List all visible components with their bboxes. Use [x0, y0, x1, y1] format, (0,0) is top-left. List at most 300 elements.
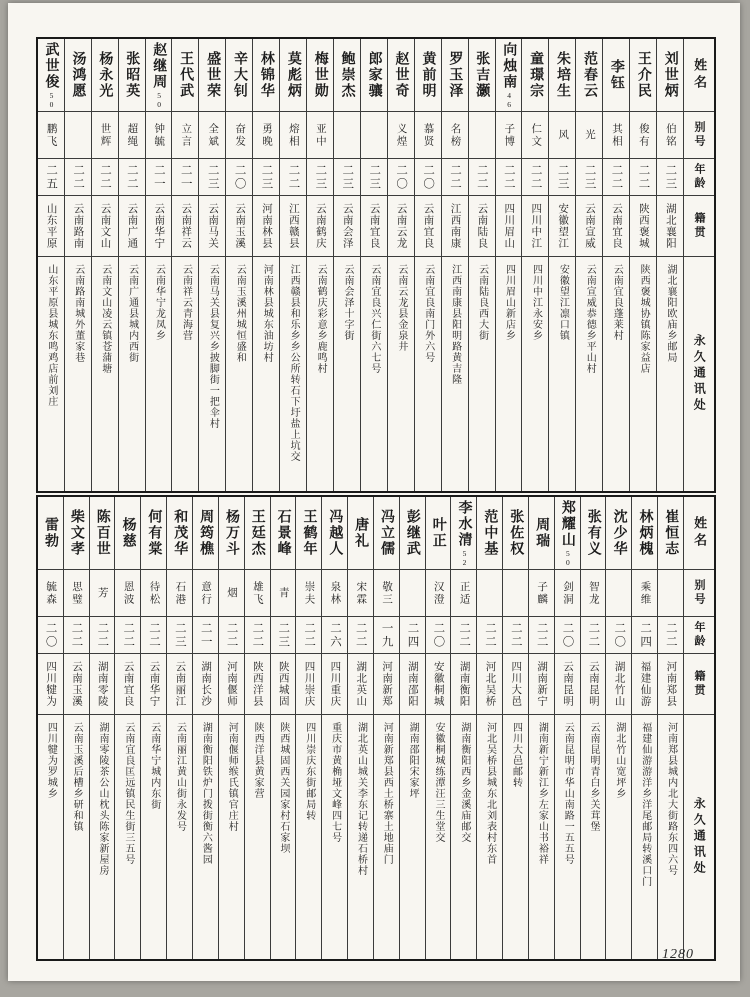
name-text: 盛世荣	[205, 50, 221, 99]
name-text: 李钰	[608, 58, 624, 91]
name-note: 52	[459, 548, 469, 567]
native-cell: 云南宣威	[576, 195, 602, 256]
native-cell: 福建仙游	[632, 653, 657, 714]
address-cell: 福建仙游游洋乡洋尾邮局转溪口门	[632, 714, 657, 959]
native-cell: 河北吴桥	[477, 653, 502, 714]
native-cell: 云南会泽	[334, 195, 360, 256]
directory-page	[8, 3, 740, 981]
native-cell: 安徽桐城	[426, 653, 451, 714]
native-cell: 陕西褒城	[630, 195, 656, 256]
address-cell: 云南昆明市华山南路一五五号	[555, 714, 580, 959]
age-cell: 二〇	[555, 616, 580, 653]
name-text: 杨慈	[120, 516, 136, 549]
entry-column	[64, 497, 90, 959]
alias-cell: 泉林	[322, 569, 347, 616]
alias-cell: 意行	[193, 569, 218, 616]
entry-column	[334, 39, 361, 491]
name-cell	[361, 39, 387, 111]
name-text: 朱培生	[555, 50, 571, 99]
header-name: 姓名	[692, 58, 708, 92]
name-cell	[307, 39, 333, 111]
age-cell: 二二	[141, 616, 166, 653]
address-cell: 河南林县城东油坊村	[253, 256, 279, 491]
address-cell: 河南郑县城内北大街路东四六号	[658, 714, 683, 959]
name-cell	[603, 39, 629, 111]
native-cell: 云南云龙	[388, 195, 414, 256]
address-cell: 四川大邑邮转	[503, 714, 528, 959]
name-text: 和茂华	[172, 508, 188, 557]
age-cell: 二〇	[226, 158, 252, 195]
name-text: 唐礼	[353, 516, 369, 549]
age-cell: 二〇	[388, 158, 414, 195]
alias-cell	[400, 569, 425, 616]
name-cell	[630, 39, 656, 111]
entry-column	[549, 39, 576, 491]
native-cell: 云南宜良	[115, 653, 140, 714]
native-cell: 河南郑县	[658, 653, 683, 714]
alias-cell: 剑洞	[555, 569, 580, 616]
entry-column	[115, 497, 141, 959]
name-note: 50	[46, 90, 56, 109]
address-cell: 云南华宁龙凤乡	[146, 256, 172, 491]
address-cell: 四川崇庆东街邮局转	[296, 714, 321, 959]
native-cell: 云南玉溪	[226, 195, 252, 256]
header-alias: 别号	[684, 569, 714, 616]
native-cell: 云南路南	[65, 195, 91, 256]
address-cell: 安徽桐城练潭汪三生堂交	[426, 714, 451, 959]
name-cell	[115, 497, 140, 569]
native-cell: 四川重庆	[322, 653, 347, 714]
alias-cell: 敬三	[374, 569, 399, 616]
address-cell: 陕西褒城协镇陈家益店	[630, 256, 656, 491]
name-cell	[119, 39, 145, 111]
age-cell: 二二	[219, 616, 244, 653]
alias-cell: 宋霖	[348, 569, 373, 616]
entry-column	[348, 497, 374, 959]
entry-column	[253, 39, 280, 491]
entry-column	[38, 39, 65, 491]
address-cell: 云南广通县城内西街	[119, 256, 145, 491]
entry-column	[658, 497, 684, 959]
name-cell	[426, 497, 451, 569]
age-cell: 二二	[496, 158, 522, 195]
name-cell	[172, 39, 198, 111]
alias-cell: 恩波	[115, 569, 140, 616]
alias-cell: 俊有	[630, 111, 656, 158]
alias-cell: 名榜	[442, 111, 468, 158]
alias-cell	[477, 569, 502, 616]
name-cell	[253, 39, 279, 111]
age-cell: 二〇	[415, 158, 441, 195]
name-text: 陈百世	[94, 508, 110, 557]
alias-cell: 芳	[90, 569, 115, 616]
name-cell	[92, 39, 118, 111]
age-cell: 二四	[632, 616, 657, 653]
name-text: 柴文孝	[68, 508, 84, 557]
entry-column	[307, 39, 334, 491]
native-cell: 河南偃师	[219, 653, 244, 714]
age-cell: 二二	[477, 616, 502, 653]
alias-cell: 鹏飞	[38, 111, 64, 158]
address-cell: 云南云龙县金泉井	[388, 256, 414, 491]
entry-column	[603, 39, 630, 491]
native-cell: 安徽望江	[549, 195, 575, 256]
address-cell: 云南鹤庆彩意乡鹿鸣村	[307, 256, 333, 491]
entry-column	[388, 39, 415, 491]
native-cell: 湖北襄阳	[657, 195, 683, 256]
name-cell	[581, 497, 606, 569]
name-text: 郎家骧	[366, 50, 382, 99]
entry-column	[400, 497, 426, 959]
native-cell: 云南宜良	[415, 195, 441, 256]
entry-column	[199, 39, 226, 491]
address-cell: 云南宜良匡远镇民生街三五号	[115, 714, 140, 959]
alias-cell: 雄飞	[245, 569, 270, 616]
age-cell: 二二	[442, 158, 468, 195]
name-cell	[415, 39, 441, 111]
name-text: 向烛南	[501, 41, 517, 90]
entry-column	[90, 497, 116, 959]
name-cell	[451, 497, 476, 569]
name-cell	[496, 39, 522, 111]
header-column	[684, 39, 714, 491]
alias-cell: 立言	[172, 111, 198, 158]
native-cell: 湖南新宁	[529, 653, 554, 714]
age-cell: 二四	[400, 616, 425, 653]
name-text: 王廷杰	[249, 508, 265, 557]
address-cell: 山东平原县城东鸣鸡店前刘庄	[38, 256, 64, 491]
name-text: 杨永光	[97, 50, 113, 99]
age-cell: 二三	[657, 158, 683, 195]
alias-cell: 勇晚	[253, 111, 279, 158]
address-cell: 河南新郑县西土桥寨土地庙门	[374, 714, 399, 959]
name-cell	[146, 39, 172, 111]
name-cell	[226, 39, 252, 111]
name-text: 张有义	[585, 508, 601, 557]
address-cell: 陕西城固西关园家村石家坝	[271, 714, 296, 959]
name-text: 雷勃	[43, 516, 59, 549]
entry-column	[245, 497, 271, 959]
name-text: 冯越人	[327, 508, 343, 557]
age-cell: 二二	[658, 616, 683, 653]
name-cell	[167, 497, 192, 569]
name-cell	[576, 39, 602, 111]
header-age: 年龄	[684, 158, 714, 195]
header-native: 籍贯	[684, 195, 714, 256]
entry-column	[322, 497, 348, 959]
entry-column	[415, 39, 442, 491]
entry-column	[146, 39, 173, 491]
name-text: 黄前明	[420, 50, 436, 99]
name-text: 林锦华	[258, 50, 274, 99]
address-cell: 河南偃师缑氏镇官庄村	[219, 714, 244, 959]
address-cell: 云南宜良兴仁街六七号	[361, 256, 387, 491]
age-cell: 二二	[630, 158, 656, 195]
age-cell: 二二	[296, 616, 321, 653]
address-cell: 云南路南城外董家巷	[65, 256, 91, 491]
alias-cell: 慕贤	[415, 111, 441, 158]
age-cell: 二二	[451, 616, 476, 653]
entry-column	[119, 39, 146, 491]
age-cell: 二二	[65, 158, 91, 195]
name-cell	[271, 497, 296, 569]
name-text: 赵世奇	[393, 50, 409, 99]
name-text: 何有棠	[146, 508, 162, 557]
header-alias: 别号	[684, 111, 714, 158]
native-cell: 陕西城固	[271, 653, 296, 714]
entry-column	[496, 39, 523, 491]
name-cell	[141, 497, 166, 569]
address-cell: 河北吴桥县城东北刘表村东首	[477, 714, 502, 959]
address-cell: 云南陆良西大街	[469, 256, 495, 491]
alias-cell: 待松	[141, 569, 166, 616]
age-cell: 二三	[199, 158, 225, 195]
name-cell	[549, 39, 575, 111]
name-cell	[606, 497, 631, 569]
age-cell: 二三	[576, 158, 602, 195]
name-text: 梅世勋	[312, 50, 328, 99]
name-text: 杨万斗	[223, 508, 239, 557]
alias-cell: 子麟	[529, 569, 554, 616]
entry-column	[92, 39, 119, 491]
address-cell: 安徽望江凛口镇	[549, 256, 575, 491]
name-cell	[64, 497, 89, 569]
native-cell: 四川中江	[522, 195, 548, 256]
native-cell: 江西南康	[442, 195, 468, 256]
native-cell: 四川大邑	[503, 653, 528, 714]
alias-cell: 正适	[451, 569, 476, 616]
alias-cell	[65, 111, 91, 158]
name-cell	[90, 497, 115, 569]
name-text: 罗玉泽	[447, 50, 463, 99]
address-cell: 江西南康县阳明路黄吉隆	[442, 256, 468, 491]
age-cell: 二三	[361, 158, 387, 195]
age-cell: 一九	[374, 616, 399, 653]
address-cell: 四川眉山新店乡	[496, 256, 522, 491]
entry-column	[141, 497, 167, 959]
name-cell	[193, 497, 218, 569]
name-text: 童璟宗	[528, 50, 544, 99]
name-text: 叶正	[430, 516, 446, 549]
age-cell: 二二	[90, 616, 115, 653]
name-cell	[529, 497, 554, 569]
name-text: 周筠樵	[198, 508, 214, 557]
entry-column	[65, 39, 92, 491]
entry-column	[522, 39, 549, 491]
age-cell: 二〇	[426, 616, 451, 653]
entry-column	[271, 497, 297, 959]
alias-cell: 伯铭	[657, 111, 683, 158]
native-cell: 湖南邵阳	[400, 653, 425, 714]
age-cell: 二六	[322, 616, 347, 653]
native-cell: 云南华宁	[141, 653, 166, 714]
entry-column	[219, 497, 245, 959]
alias-cell: 熔相	[280, 111, 306, 158]
name-text: 石景峰	[275, 508, 291, 557]
table-top	[36, 37, 716, 493]
address-cell: 重庆市黄桷垭文峰四七号	[322, 714, 347, 959]
name-note: 46	[504, 90, 514, 109]
age-cell: 二三	[307, 158, 333, 195]
native-cell: 湖南零陵	[90, 653, 115, 714]
address-cell: 云南玉溪州城恒盛和	[226, 256, 252, 491]
address-cell: 云南宜良蓬莱村	[603, 256, 629, 491]
address-cell: 湖南衡阳西乡金溪庙邮交	[451, 714, 476, 959]
name-text: 王鹤年	[301, 508, 317, 557]
entry-column	[555, 497, 581, 959]
native-cell: 陕西洋县	[245, 653, 270, 714]
name-text: 彭继武	[404, 508, 420, 557]
entry-column	[296, 497, 322, 959]
alias-cell	[469, 111, 495, 158]
header-age: 年龄	[684, 616, 714, 653]
age-cell: 二二	[503, 616, 528, 653]
name-text: 冯立儒	[379, 508, 394, 557]
name-cell	[632, 497, 657, 569]
entry-column	[167, 497, 193, 959]
alias-cell	[503, 569, 528, 616]
table-bottom	[36, 495, 716, 961]
age-cell: 二〇	[606, 616, 631, 653]
age-cell: 二二	[348, 616, 373, 653]
entry-column	[280, 39, 307, 491]
address-cell: 云南丽江黄山街永发号	[167, 714, 192, 959]
age-cell: 二三	[271, 616, 296, 653]
entry-column	[469, 39, 496, 491]
age-cell: 二二	[529, 616, 554, 653]
age-cell: 二二	[115, 616, 140, 653]
address-cell: 江西赣县和乐乡乡公所转石下圩盐上坑交	[280, 256, 306, 491]
native-cell: 云南广通	[119, 195, 145, 256]
alias-cell: 奋发	[226, 111, 252, 158]
address-cell: 云南宜良南门外六号	[415, 256, 441, 491]
header-name: 姓名	[692, 516, 708, 550]
age-cell: 二一	[193, 616, 218, 653]
age-cell: 二二	[603, 158, 629, 195]
age-cell: 二二	[92, 158, 118, 195]
entry-column	[606, 497, 632, 959]
address-cell: 云南会泽十字街	[334, 256, 360, 491]
native-cell: 四川崇庆	[296, 653, 321, 714]
native-cell: 江西赣县	[280, 195, 306, 256]
alias-cell	[606, 569, 631, 616]
native-cell: 云南昆明	[581, 653, 606, 714]
address-cell: 湖北襄阳欧庙乡邮局	[657, 256, 683, 491]
entry-column	[361, 39, 388, 491]
native-cell: 云南陆良	[469, 195, 495, 256]
name-cell	[658, 497, 683, 569]
native-cell: 云南祥云	[172, 195, 198, 256]
name-text: 沈少华	[611, 508, 627, 557]
name-cell	[477, 497, 502, 569]
name-text: 王介民	[635, 50, 651, 99]
native-cell: 云南宜良	[361, 195, 387, 256]
name-text: 周瑞	[534, 516, 550, 549]
address-cell: 四川中江永安乡	[522, 256, 548, 491]
address-cell: 陕西洋县黄家营	[245, 714, 270, 959]
alias-cell: 其相	[603, 111, 629, 158]
name-text: 张吉灏	[474, 50, 490, 99]
name-cell	[296, 497, 321, 569]
entry-column	[451, 497, 477, 959]
name-cell	[503, 497, 528, 569]
native-cell: 云南华宁	[146, 195, 172, 256]
header-address: 永久通讯处	[684, 714, 714, 959]
native-cell: 湖南长沙	[193, 653, 218, 714]
name-cell	[555, 497, 580, 569]
native-cell: 云南丽江	[167, 653, 192, 714]
entry-column	[374, 497, 400, 959]
native-cell: 河南新郑	[374, 653, 399, 714]
alias-cell: 世辉	[92, 111, 118, 158]
name-text: 汤鸿愿	[70, 50, 86, 99]
name-text: 郑耀山	[559, 499, 575, 548]
address-cell: 云南昆明青白乡关茸堡	[581, 714, 606, 959]
alias-cell: 全斌	[199, 111, 225, 158]
name-text: 刘世炳	[662, 50, 678, 99]
entry-column	[576, 39, 603, 491]
age-cell: 二三	[549, 158, 575, 195]
alias-cell: 毓森	[38, 569, 63, 616]
address-cell: 四川犍为罗城乡	[38, 714, 63, 959]
entry-column	[477, 497, 503, 959]
native-cell: 四川眉山	[496, 195, 522, 256]
native-cell: 云南文山	[92, 195, 118, 256]
address-cell: 云南宣威恭德乡平山村	[576, 256, 602, 491]
native-cell: 四川犍为	[38, 653, 63, 714]
address-cell: 云南玉溪后槽乡研和镇	[64, 714, 89, 959]
name-cell	[334, 39, 360, 111]
alias-cell	[334, 111, 360, 158]
header-native: 籍贯	[684, 653, 714, 714]
alias-cell	[658, 569, 683, 616]
entry-column	[630, 39, 657, 491]
name-cell	[38, 39, 64, 111]
alias-cell: 仁文	[522, 111, 548, 158]
entry-column	[442, 39, 469, 491]
native-cell: 云南马关	[199, 195, 225, 256]
alias-cell: 石港	[167, 569, 192, 616]
age-cell: 二二	[469, 158, 495, 195]
alias-cell: 汉澄	[426, 569, 451, 616]
name-cell	[245, 497, 270, 569]
name-cell	[442, 39, 468, 111]
name-text: 武世俊	[43, 41, 59, 90]
name-cell	[469, 39, 495, 111]
name-text: 崔恒志	[663, 508, 679, 557]
age-cell: 二二	[280, 158, 306, 195]
name-text: 张昭英	[124, 50, 140, 99]
name-cell	[65, 39, 91, 111]
name-text: 辛大钊	[231, 50, 247, 99]
address-cell: 云南祥云青海营	[172, 256, 198, 491]
age-cell: 二三	[253, 158, 279, 195]
name-cell	[657, 39, 683, 111]
name-text: 林炳槐	[637, 508, 653, 557]
header-column	[684, 497, 714, 959]
name-cell	[219, 497, 244, 569]
address-cell: 湖北英山城关李东记转递石桥村	[348, 714, 373, 959]
name-cell	[400, 497, 425, 569]
name-text: 李水清	[456, 499, 472, 548]
alias-cell: 超绳	[119, 111, 145, 158]
name-cell	[348, 497, 373, 569]
name-cell	[374, 497, 399, 569]
header-address: 永久通讯处	[684, 256, 714, 491]
entry-column	[38, 497, 64, 959]
native-cell: 河南林县	[253, 195, 279, 256]
name-text: 鲍崇杰	[339, 50, 355, 99]
